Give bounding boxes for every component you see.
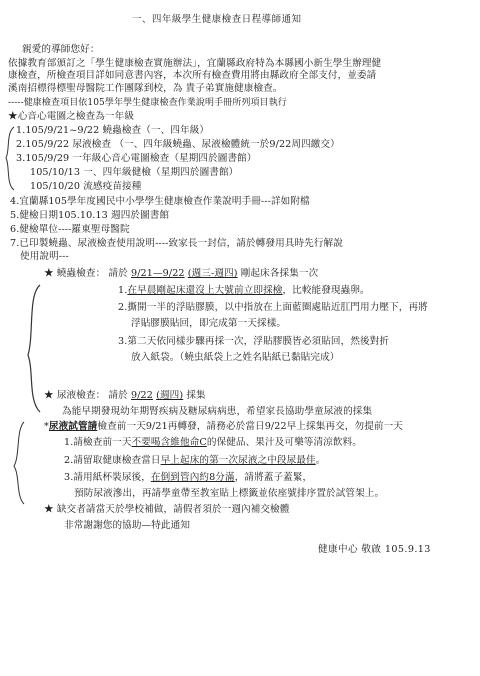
pinworm-step-2 — [118, 302, 428, 314]
step-text: 撕開一半的浮貼膠膜，以中指放在上面藍圈處貼近肛門用力壓下，再將 — [127, 302, 428, 313]
intro-line-1: 依據教育部頒訂之「學生健康檢查實施辦法」，宜蘭縣政府特為本縣國小新生學生辦理健 — [8, 58, 382, 69]
urine-step-2 — [64, 455, 325, 467]
urine-heading-mid: 請於 — [108, 390, 128, 401]
usage-heading: 使用說明--- — [20, 251, 69, 262]
step-text: 。 — [315, 455, 326, 466]
step-underlined: 在倒到管內約8分滿 — [150, 472, 235, 483]
pinworm-date: 9/21—9/22 — [131, 268, 185, 279]
step-pre: 請檢查前一天 — [73, 437, 132, 448]
step-text: 預防尿液滲出，再請學童帶至教室貼上標籤並依座號排序置於試管架上。 — [74, 488, 385, 499]
pinworm-step-3 — [118, 336, 389, 348]
manual-note: -----健康檢查項目依105學年學生健康檢查作業說明手冊所列項目執行 — [8, 98, 287, 108]
urine-heading-rest: 採集 — [186, 390, 206, 401]
urine-step-3-cont — [74, 488, 384, 500]
schedule-item-3: 3.105/9/29 一年級心音心電圖檢查（星期四於圖書館） — [16, 153, 257, 164]
advance-underlined: 尿液試管請 — [48, 421, 98, 432]
item-6-unit: 6.健檢單位----羅東聖母醫院 — [10, 224, 130, 235]
urine-step-3 — [64, 472, 312, 484]
schedule-item-1: 1.105/9/21~9/22 蟯蟲檢查（一、四年級） — [16, 125, 210, 136]
step-number: 3. — [64, 472, 74, 483]
step-text: 的保健品、果汁及可樂等清涼飲料。 — [206, 437, 362, 448]
step-text: ，請將蓋子蓋緊， — [234, 472, 313, 483]
pinworm-step-2-cont — [131, 318, 286, 330]
step-number: 1. — [118, 285, 128, 296]
step-underlined: 在早晨剛起床還沒上大號前立即採檢 — [127, 285, 283, 296]
pinworm-label: ★ 蟯蟲檢查： — [44, 268, 106, 279]
step-underlined: 早上起床的第一次尿液之中段尿最佳 — [160, 455, 316, 466]
step-number: 1. — [64, 437, 74, 448]
signature: 健康中心 敬啟 105.9.13 — [318, 544, 431, 555]
pinworm-heading-rest: 剛起床各採集一次 — [240, 268, 319, 279]
urine-purpose: 為能早期發現幼年期腎疾病及糖尿病病患，希望家長協助學童尿液的採集 — [62, 406, 373, 417]
item-7-instructions: 7.已印製蟯蟲、尿液檢查使用說明----致家長一封信，請於轉發用具時先行解說 — [10, 238, 343, 249]
intro-line-2: 康檢查，所檢查項目詳如同意書內容，本次所有檢查費用將由縣政府全部支付，並委請 — [8, 70, 377, 81]
step-pre: 請用紙杯裝尿後， — [73, 472, 151, 483]
schedule-item-4: 105/10/13 一、四年級健檢（星期四於圖書館） — [30, 167, 239, 178]
step-number: 2. — [64, 455, 74, 466]
advance-star: * — [44, 421, 49, 432]
greeting: 親愛的導師您好： — [22, 44, 100, 55]
pinworm-step-3-cont — [131, 352, 339, 364]
urine-advance-note — [44, 421, 403, 433]
step-underlined: 不要喝含維他命C — [131, 437, 207, 448]
step-number: 3. — [118, 336, 128, 347]
step-number: 2. — [118, 302, 128, 313]
schedule-item-2: 2.105/9/22 尿液檢查 （一、四年級蟯蟲、尿液檢體統一於9/22周四繳交） — [16, 139, 340, 150]
step-pre: 請留取健康檢查當日 — [73, 455, 161, 466]
advance-text: 檢查前一天9/21再轉發，請務必於當日9/22早上採集再交，勿提前一天 — [97, 421, 403, 432]
intro-line-3: 溪南招標得標聖母醫院工作團隊到校，為 貴子弟實施健康檢查。 — [8, 83, 283, 94]
step-text: 放入紙袋。（蟯虫紙袋上之姓名貼紙已黏貼完成） — [131, 352, 340, 363]
urine-day: (週四) — [156, 390, 184, 401]
closing-line-1: ★ 缺交者請當天於學校補做，請假者須於一週內補交檢體 — [44, 504, 290, 515]
step-text: 第二天依同樣步驟再採一次，浮貼膠膜皆必須貼回，然後對折 — [127, 336, 390, 347]
schedule-item-5: 105/10/20 流感疫苗接種 — [30, 181, 142, 192]
urine-heading — [44, 390, 206, 402]
step-text: 浮貼膠膜貼回，即完成第一天採樣。 — [131, 318, 287, 329]
closing-line-2: 非常謝謝您的協助—特此通知 — [64, 520, 191, 531]
pinworm-step-1 — [118, 285, 370, 297]
notice-title: 一、四年級學生健康檢查日程導師通知 — [132, 14, 302, 25]
section-heart: ★心音心電圖之檢查為一年級 — [8, 111, 135, 122]
item-4-manual: 4.宜蘭縣105學年度國民中小學學生健康檢查作業說明手冊---詳如附檔 — [10, 196, 310, 207]
pinworm-day: (週三-週四) — [187, 268, 238, 279]
item-5-date: 5.健檢日期105.10.13 週四於圖書館 — [10, 210, 170, 221]
step-text: ，比較能發現蟲卵。 — [282, 285, 370, 296]
pinworm-heading — [44, 268, 318, 280]
urine-step-1 — [64, 437, 362, 449]
urine-date: 9/22 — [131, 390, 153, 401]
urine-label: ★ 尿液檢查： — [44, 390, 106, 401]
pinworm-heading-mid: 請於 — [108, 268, 128, 279]
